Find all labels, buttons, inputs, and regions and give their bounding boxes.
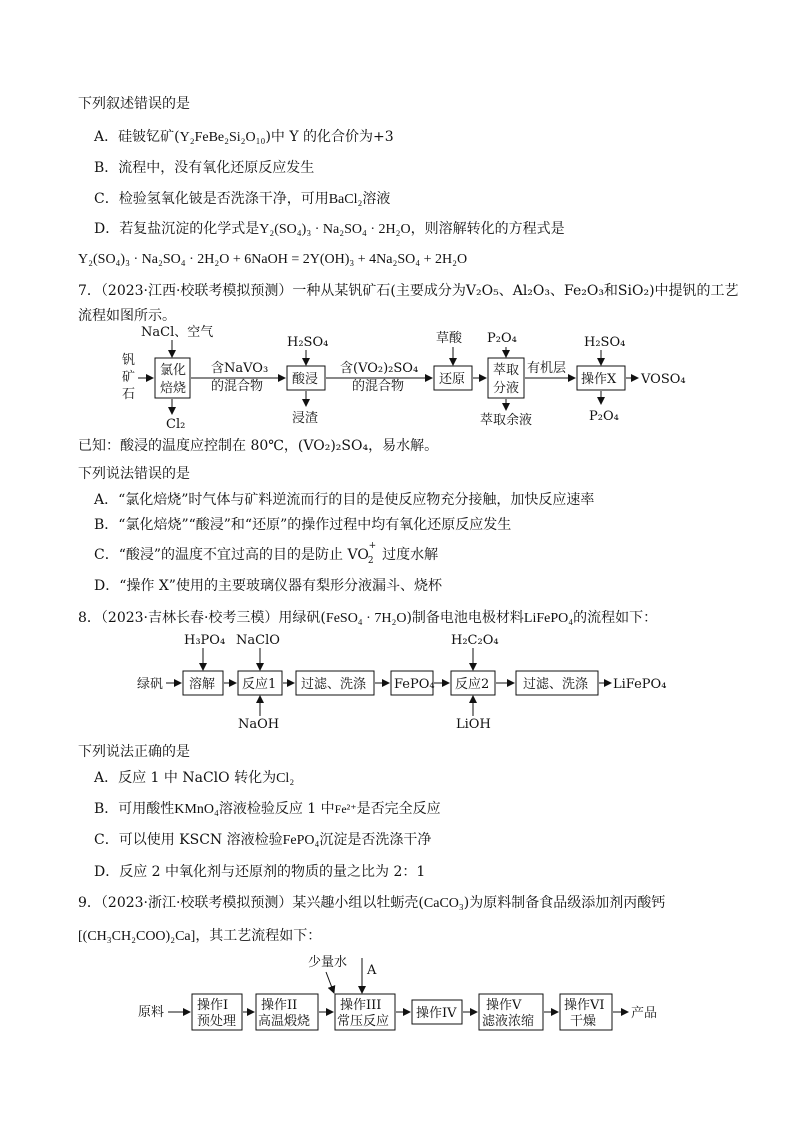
q8-box3-label: 过滤、洗涤 <box>301 677 367 692</box>
q6-option-a[interactable]: A．硅铍钇矿(Y₂FeBe₂Si₂O₁₀)中 Y 的化合价为+3 <box>94 129 394 145</box>
q9-stem-line1: 9．（2023·浙江·校联考模拟预测）某兴趣小组以牡蛎壳(CaCO₃)为原料制备食品级添加剂丙酸钙 <box>78 895 666 911</box>
formula: BaCl₂ <box>328 192 363 207</box>
q8-box2-label: 反应1 <box>242 677 277 692</box>
q8-start: 绿矾 <box>137 677 164 692</box>
q7-start-3: 石 <box>122 387 136 402</box>
q7-box5-output: P₂O₄ <box>589 409 619 424</box>
formula: CaCO₃ <box>423 896 464 911</box>
q7-stem-line1: 7．（2023·江西·校联考模拟预测）一种从某钒矿石(主要成分为V₂O₅、Al₂O₃、Fe₂O₃和SiO₂)中提钒的工艺 <box>78 283 739 299</box>
q8-option-d[interactable]: D．反应 2 中氧化剂与还原剂的物质的量之比为 2：1 <box>94 864 426 880</box>
q8-box2-input-bottom: NaOH <box>238 717 280 732</box>
q7-option-c[interactable]: C．“酸浸”的温度不宜过高的目的是防止 $VO_2^+$过度水解 <box>94 541 439 566</box>
q8-option-c[interactable]: C．可以使用 KSCN 溶液检验FePO₄沉淀是否洗涤干净 <box>94 832 432 848</box>
q9-flowchart <box>0 950 800 1040</box>
formula: [(CH₃CH₂COO)₂Ca] <box>78 929 196 944</box>
q6-equation: Y₂(SO₄)₃ · Na₂SO₄ · 2H₂O + 6NaOH = 2Y(OH)₃ + 4Na₂SO₄ + 2H₂O <box>78 252 468 267</box>
q9-start: 原料 <box>138 1005 165 1020</box>
q9-box5-l1: 操作V <box>486 998 522 1013</box>
q7-box5-label: 操作X <box>581 372 617 387</box>
q7-box4-l2: 分液 <box>493 381 520 396</box>
q9-box1-l1: 操作I <box>197 998 229 1013</box>
q8-flowchart <box>0 628 800 736</box>
q7-known: 已知：酸浸的温度应控制在 80℃，(VO₂)₂SO₄，易水解。 <box>78 438 439 454</box>
q9-box6-l1: 操作VI <box>564 998 605 1013</box>
q9-end: 产品 <box>631 1006 658 1021</box>
q9-box5-l2: 滤液浓缩 <box>482 1014 535 1029</box>
q8-option-b[interactable]: B．可用酸性KMnO₄溶液检验反应 1 中Fe²⁺是否完全反应 <box>94 801 441 817</box>
q9-stem-line2: [(CH₃CH₂COO)₂Ca]，其工艺流程如下： <box>78 928 322 944</box>
q9-box3-l2: 常压反应 <box>337 1014 390 1029</box>
q7-box5-input: H₂SO₄ <box>584 335 626 350</box>
q7-box4-output: 萃取余液 <box>480 413 533 428</box>
q7-mid1-l1: 含NaVO₃ <box>211 361 269 376</box>
q7-box1-l1: 氯化 <box>160 363 187 378</box>
q7-start-2: 矿 <box>122 370 136 385</box>
q7-box3-label: 还原 <box>439 372 466 387</box>
q7-box4-input: P₂O₄ <box>487 331 517 346</box>
q6-option-d[interactable]: D．若复盐沉淀的化学式是Y₂(SO₄)₃ · Na₂SO₄ · 2H₂O，则溶解转化的方程式是 <box>94 221 565 237</box>
q7-box1-output: Cl₂ <box>166 417 186 430</box>
q6-stem: 下列叙述错误的是 <box>78 96 190 112</box>
q7-start-1: 钒 <box>122 353 136 368</box>
q8-box5-input: H₂C₂O₄ <box>451 633 499 648</box>
q7-option-d[interactable]: D．“操作 X”使用的主要玻璃仪器有梨形分液漏斗、烧杯 <box>94 578 442 594</box>
q6-option-c[interactable]: C．检验氢氧化铍是否洗涤干净，可用BaCl₂溶液 <box>94 191 391 207</box>
q7-box3-input: 草酸 <box>436 331 463 346</box>
q7-mid2-l1: 含(VO₂)₂SO₄ <box>340 361 419 376</box>
q8-box2-input: NaClO <box>236 633 280 648</box>
formula: Cl₂ <box>276 771 295 786</box>
q6-option-b[interactable]: B．流程中，没有氧化还原反应发生 <box>94 160 315 176</box>
q8-box1-input: H₃PO₄ <box>184 633 226 648</box>
q7-option-a[interactable]: A．“氯化焙烧”时气体与矿料逆流而行的目的是使反应物充分接触，加快反应速率 <box>94 492 595 508</box>
q7-mid3: 有机层 <box>527 361 567 376</box>
q7-box2-input: H₂SO₄ <box>287 335 329 350</box>
q7-stem-line2: 流程如图所示。 <box>78 308 176 324</box>
q9-box6-l2: 干燥 <box>570 1014 597 1029</box>
q8-box6-label: 过滤、洗涤 <box>523 677 589 692</box>
formula: Fe²⁺ <box>334 802 357 816</box>
q8-question: 下列说法正确的是 <box>78 744 190 760</box>
q8-box5-label: 反应2 <box>455 677 490 692</box>
q8-box1-label: 溶解 <box>189 677 216 692</box>
q7-mid2-l2: 的混合物 <box>352 379 405 394</box>
formula: Y₂(SO₄)₃ · Na₂SO₄ · 2H₂O <box>259 222 411 237</box>
q7-mid1-l2: 的混合物 <box>211 379 264 394</box>
q7-box1-l2: 焙烧 <box>160 381 187 396</box>
q8-box4-label: FePO₄ <box>394 677 435 692</box>
q9-box2-l2: 高温煅烧 <box>258 1014 311 1029</box>
q7-box2-label: 酸浸 <box>292 372 319 387</box>
q9-box4-label: 操作IV <box>416 1006 457 1021</box>
q9-box3-input2: A <box>367 963 377 978</box>
formula: LiFePO₄ <box>523 611 574 626</box>
q7-box2-output: 浸渣 <box>292 411 319 426</box>
q9-box2-l1: 操作II <box>261 998 298 1013</box>
q7-box4-l1: 萃取 <box>493 363 520 378</box>
q8-end: LiFePO₄ <box>613 677 667 692</box>
formula: KMnO₄ <box>174 802 219 817</box>
formula: FePO₄ <box>282 833 320 848</box>
q7-box1-input: NaCl、空气 <box>141 325 214 340</box>
q9-box3-l1: 操作III <box>340 998 382 1013</box>
q7-question: 下列说法错误的是 <box>78 466 190 482</box>
q7-end: VOSO₄ <box>641 372 686 387</box>
q9-box1-l2: 预处理 <box>197 1014 237 1029</box>
formula: FeSO₄ · 7H₂O <box>325 611 407 626</box>
formula: Y₂FeBe₂Si₂O₁₀ <box>179 130 266 145</box>
q8-box5-input-bottom: LiOH <box>456 717 491 732</box>
q7-flowchart <box>0 322 800 430</box>
q8-stem: 8．（2023·吉林长春·校考三模）用绿矾(FeSO₄ · 7H₂O)制备电池电极材料LiFePO₄的流程如下： <box>78 610 658 626</box>
q8-option-a[interactable]: A．反应 1 中 NaClO 转化为Cl₂ <box>94 770 295 786</box>
q7-option-b[interactable]: B．“氯化焙烧”“酸浸”和“还原”的操作过程中均有氧化还原反应发生 <box>94 517 512 533</box>
q9-box3-input1: 少量水 <box>308 955 348 970</box>
